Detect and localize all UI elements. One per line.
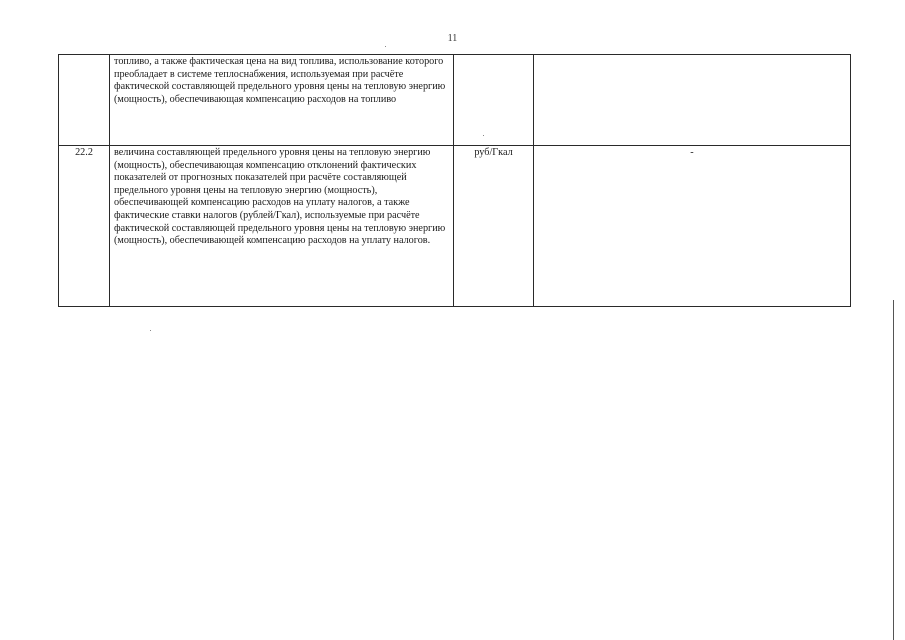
scan-edge-line — [893, 300, 894, 640]
scan-speck — [150, 330, 151, 331]
row-number-cell: 22.2 — [59, 146, 110, 307]
row-unit-cell — [454, 55, 534, 146]
row-description: топливо, а также фактическая цена на вид топлива, использование которого преобладает в системе теплоснабжения, используемая при расчёте фактической составляющей предельного уровня цены на тепловую энергию (мощность), обеспечивающая компенсацию расходов на топливо — [114, 56, 446, 105]
row-value-cell: - — [534, 146, 851, 307]
table-row — [59, 146, 851, 307]
row-unit-cell: руб/Гкал — [454, 146, 534, 307]
page-number: 11 — [447, 33, 458, 44]
scan-speck — [385, 46, 386, 47]
row-description-cell — [110, 146, 454, 307]
row-value-cell — [534, 55, 851, 146]
row-number-cell — [59, 55, 110, 146]
row-description: величина составляющей предельного уровня цены на тепловую энергию (мощность), обеспечивающая компенсацию отклонений фактических показателей от прогнозных показателей при расчёте составляющей предельного уровня цены на тепловую энергию (мощность), обеспечивающей компенсацию расходов на уплату налогов, а также фактические ставки налогов (рублей/Гкал), используемые при расчёте фактической составляющей предельного уровня цены на тепловую энергию (мощность), обеспечивающей компенсацию расходов на уплату налогов. — [114, 147, 446, 247]
table-row — [59, 55, 851, 146]
data-table — [58, 54, 851, 307]
scan-speck — [483, 135, 484, 136]
row-description-cell — [110, 55, 454, 146]
